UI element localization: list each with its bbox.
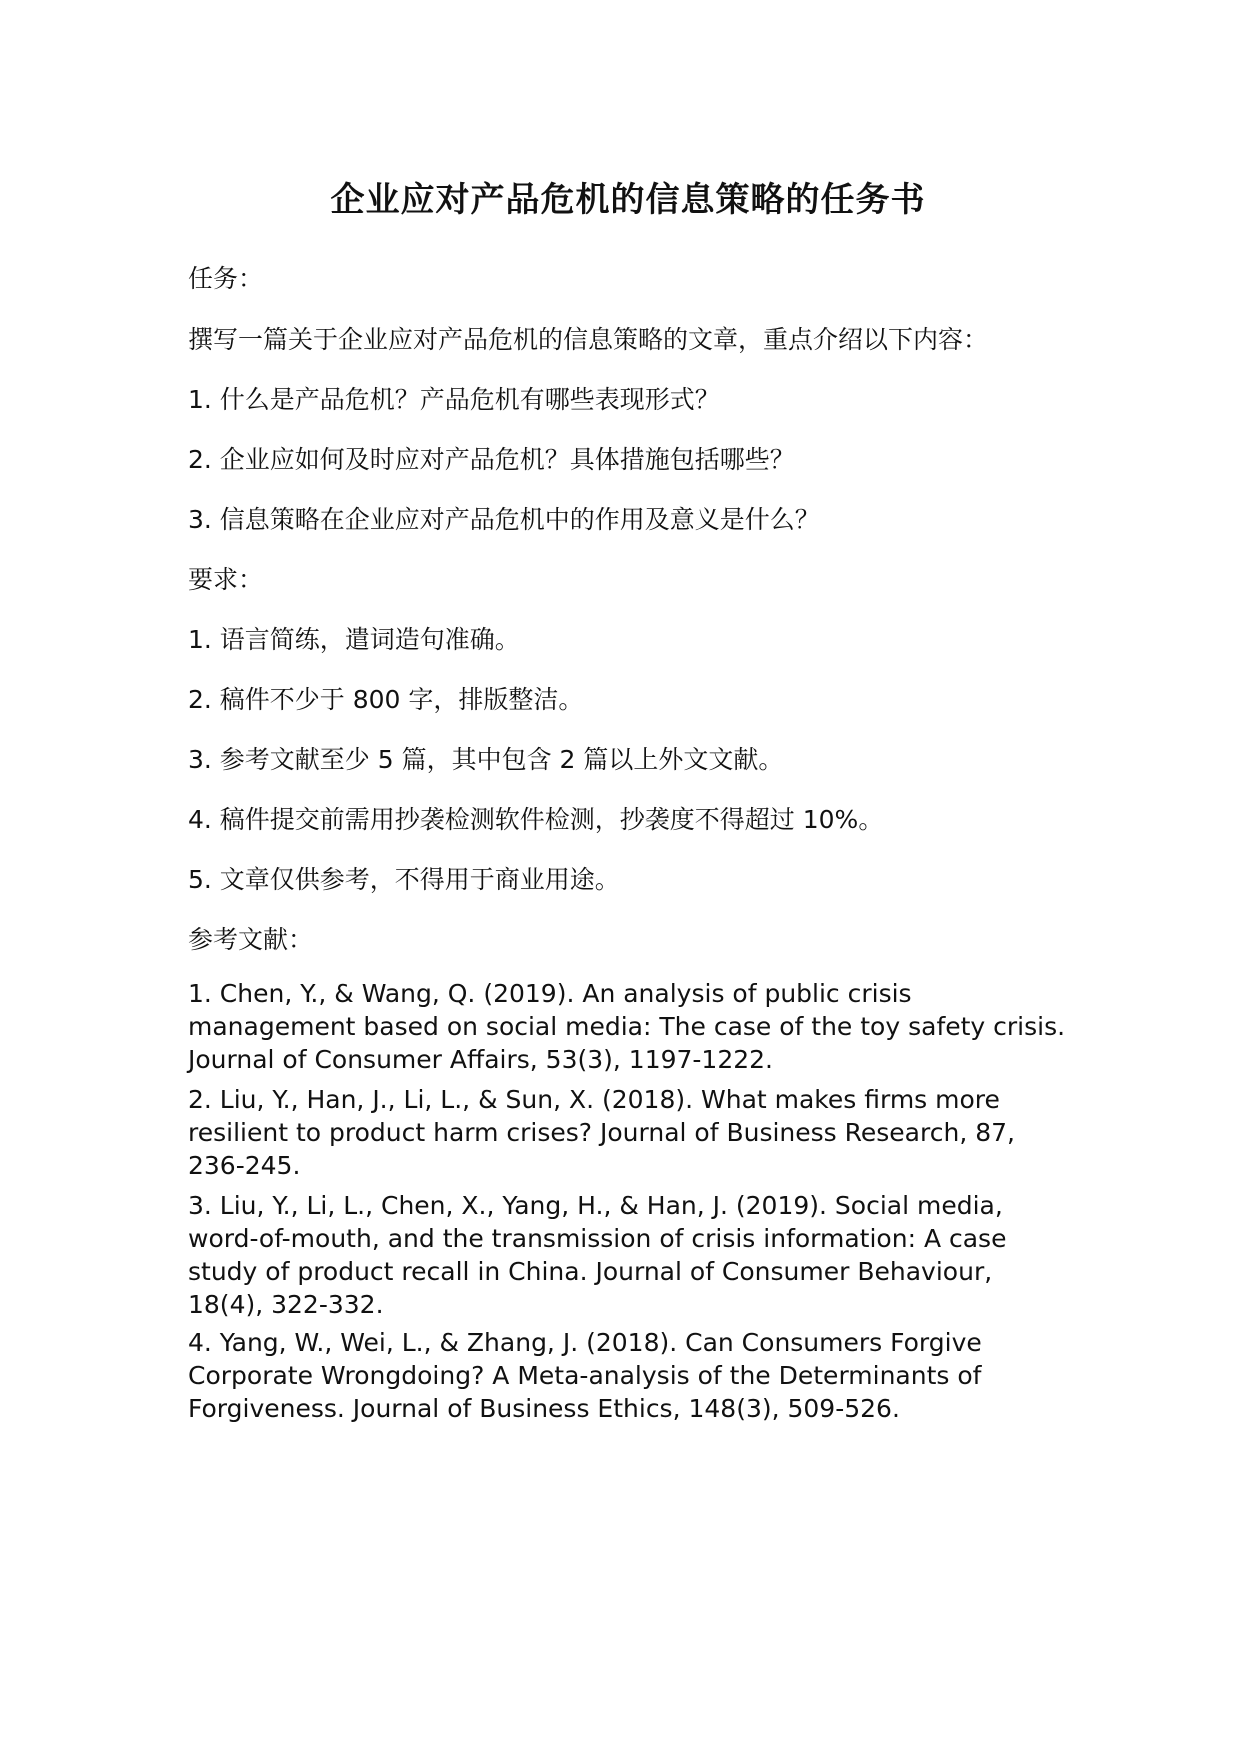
references-heading: 参考文献： [188, 925, 314, 954]
requirement-item-2: 2. 稿件不少于 800 字，排版整洁。 [188, 685, 584, 714]
task-item-1: 1. 什么是产品危机？产品危机有哪些表现形式？ [188, 385, 720, 414]
requirement-item-4: 4. 稿件提交前需用抄袭检测软件检测，抄袭度不得超过 10%。 [188, 805, 884, 834]
reference-item-4: 4. Yang, W., Wei, L., & Zhang, J. (2018). Can Consumers Forgive Corporate Wrongdoing? A Meta-analysis of the Determinants of Forgiveness. Journal of Business Ethics, 148(3), 509-526. [188, 1328, 982, 1423]
reference-item-3: 3. Liu, Y., Li, L., Chen, X., Yang, H., & Han, J. (2019). Social media, word-of-mouth, and the transmission of crisis information: A case study of product recall in China. Journal of Consumer Behaviour, 18(4), 322-332. [188, 1191, 1007, 1319]
reference-item-1: 1. Chen, Y., & Wang, Q. (2019). An analysis of public crisis management based on social media: The case of the toy safety crisis. Journal of Consumer Affairs, 53(3), 1197-1222. [188, 979, 1066, 1074]
task-item-2: 2. 企业应如何及时应对产品危机？具体措施包括哪些？ [188, 445, 795, 474]
requirement-item-1: 1. 语言简练，遣词造句准确。 [188, 625, 520, 654]
requirement-item-3: 3. 参考文献至少 5 篇，其中包含 2 篇以上外文文献。 [188, 745, 784, 774]
requirement-item-5: 5. 文章仅供参考，不得用于商业用途。 [188, 865, 620, 894]
task-heading: 任务： [188, 264, 264, 293]
document-title: 企业应对产品危机的信息策略的任务书 [330, 180, 926, 220]
task-item-3: 3. 信息策略在企业应对产品危机中的作用及意义是什么？ [188, 505, 820, 534]
reference-item-2: 2. Liu, Y., Han, J., Li, L., & Sun, X. (2018). What makes firms more resilient to product harm crises? Journal of Business Research, 87, 236-245. [188, 1085, 1015, 1180]
requirements-heading: 要求： [188, 565, 264, 594]
task-intro: 撰写一篇关于企业应对产品危机的信息策略的文章，重点介绍以下内容： [188, 325, 989, 354]
